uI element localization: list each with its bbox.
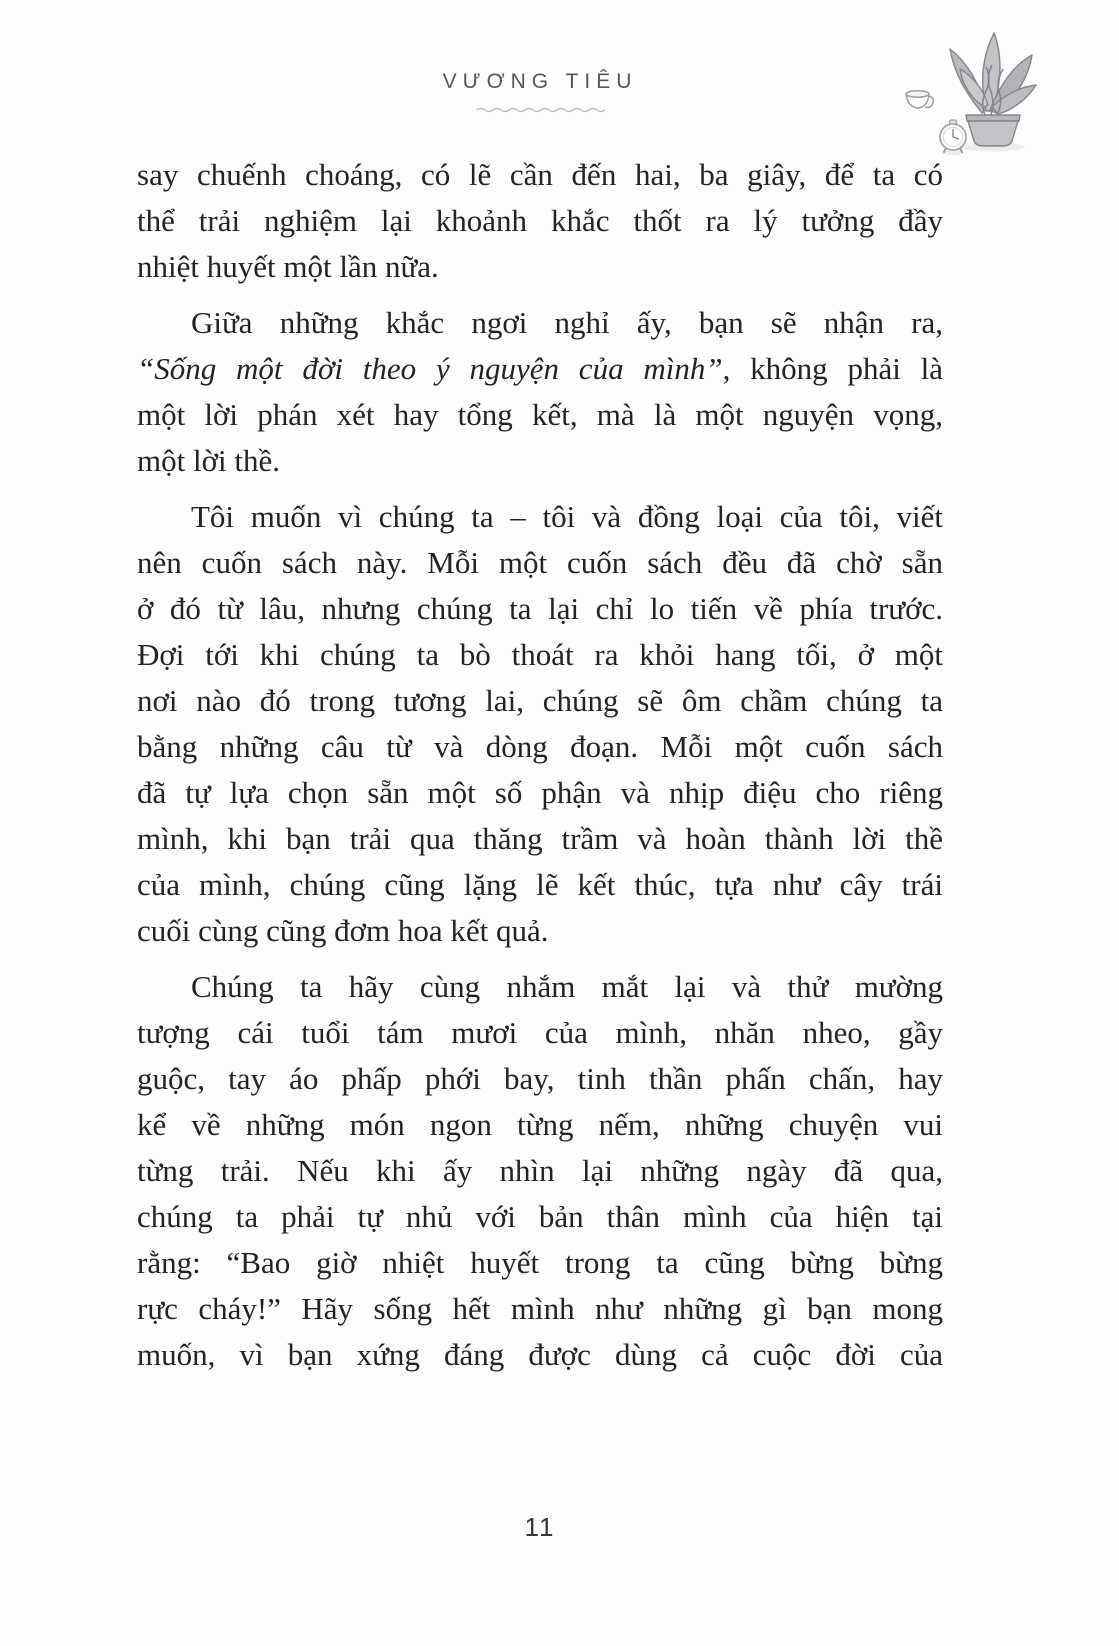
text-line: tượng cái tuổi tám mươi của mình, nhăn nheo, gầy	[137, 1015, 943, 1050]
quoted-title: “Sống một đời theo ý nguyện của mình”	[137, 351, 723, 386]
alarm-clock-icon	[940, 120, 966, 152]
text-line: Giữa những khắc ngơi nghỉ ấy, bạn sẽ nhận ra,	[191, 305, 943, 340]
text-line	[137, 346, 943, 392]
text-line: cuối cùng cũng đơm hoa kết quả.	[137, 913, 549, 948]
page-number: 11	[524, 1512, 556, 1542]
text-line: mình, khi bạn trải qua thăng trầm và hoàn thành lời thề	[137, 821, 943, 856]
text-line: ở đó từ lâu, nhưng chúng ta lại chỉ lo tiến về phía trước.	[137, 591, 943, 626]
text-line: rằng: “Bao giờ nhiệt huyết trong ta cũng bừng bừng	[137, 1245, 943, 1280]
text-line: chúng ta phải tự nhủ với bản thân mình của hiện tại	[137, 1199, 943, 1234]
page-header-author: VƯƠNG TIÊU	[442, 70, 638, 93]
text-segment: , không phải là	[722, 351, 943, 386]
text-line: thể trải nghiệm lại khoảnh khắc thốt ra lý tưởng đầy	[137, 203, 943, 238]
text-line: nhiệt huyết một lần nữa.	[137, 249, 439, 284]
text-line: muốn, vì bạn xứng đáng được dùng cả cuộc đời của	[137, 1337, 943, 1372]
paragraph	[137, 300, 943, 484]
text-line: nên cuốn sách này. Mỗi một cuốn sách đều đã chờ sẵn	[137, 545, 943, 580]
text-line: bằng những câu từ và dòng đoạn. Mỗi một cuốn sách	[137, 729, 943, 764]
text-line: rực cháy!” Hãy sống hết mình như những gì bạn mong	[137, 1291, 943, 1326]
paragraph	[137, 964, 943, 1378]
text-line: từng trải. Nếu khi ấy nhìn lại những ngày đã qua,	[137, 1153, 943, 1188]
text-line: say chuếnh choáng, có lẽ cần đến hai, ba giây, để ta có	[137, 157, 943, 192]
text-line: guộc, tay áo phấp phới bay, tinh thần phấn chấn, hay	[137, 1061, 943, 1096]
text-line: Đợi tới khi chúng ta bò thoát ra khỏi hang tối, ở một	[137, 637, 943, 672]
desk-decoration	[870, 15, 1100, 170]
text-line: Tôi muốn vì chúng ta – tôi và đồng loại của tôi, viết	[191, 499, 943, 534]
paragraph	[137, 152, 943, 290]
wavy-underline-decoration	[475, 106, 605, 114]
text-line: một lời thề.	[137, 443, 280, 478]
paragraph	[137, 494, 943, 954]
text-line: đã tự lựa chọn sẵn một số phận và nhịp điệu cho riêng	[137, 775, 943, 810]
coffee-cup-icon	[906, 91, 933, 108]
text-line: một lời phán xét hay tổng kết, mà là một nguyện vọng,	[137, 397, 943, 432]
page-header	[137, 70, 943, 114]
text-line: nơi nào đó trong tương lai, chúng sẽ ôm chầm chúng ta	[137, 683, 943, 718]
text-line: Chúng ta hãy cùng nhắm mắt lại và thử mường	[191, 969, 943, 1004]
text-line: kể về những món ngon từng nếm, những chuyện vui	[137, 1107, 943, 1142]
body-text	[137, 152, 943, 1378]
text-line: của mình, chúng cũng lặng lẽ kết thúc, tựa như cây trái	[137, 867, 943, 902]
